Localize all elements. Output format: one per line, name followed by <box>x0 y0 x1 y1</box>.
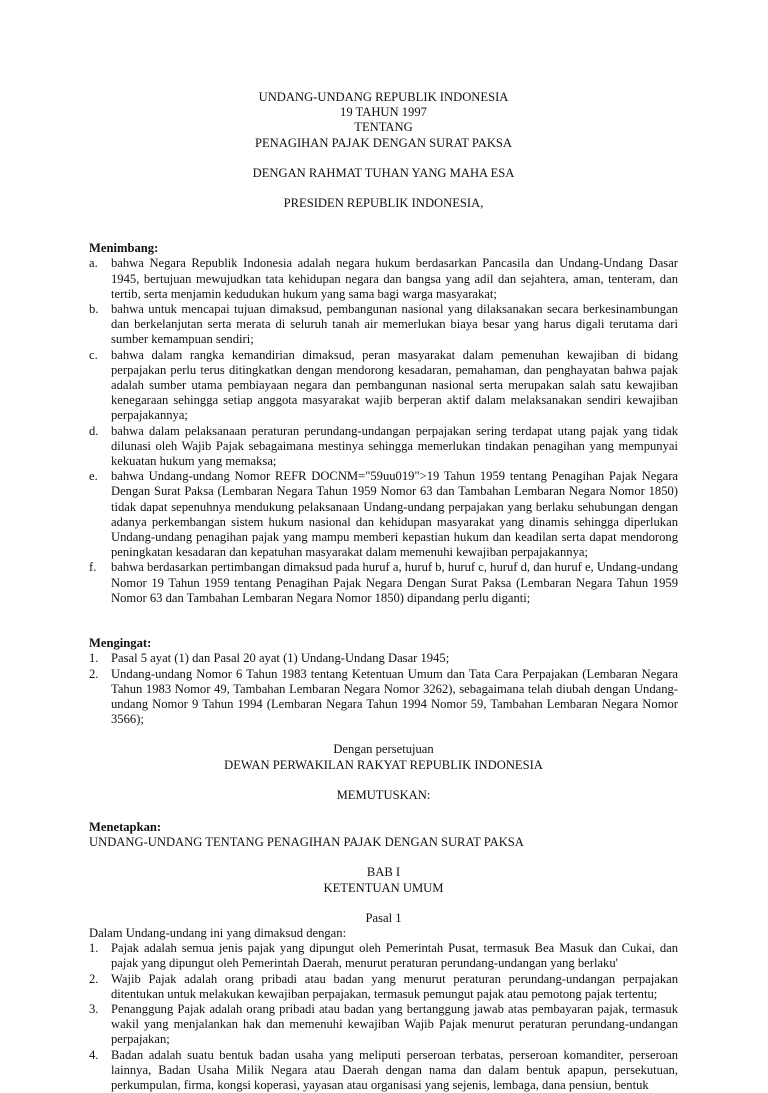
list-text: Penanggung Pajak adalah orang pribadi atau badan yang bertanggung jawab atas pembayaran pajak, termasuk wakil yang menjalankan hak dan memenuhi kewajiban Wajib Pajak menurut peraturan perundang-undangan perpajakan; <box>111 1001 678 1047</box>
list-text: Wajib Pajak adalah orang pribadi atau badan yang menurut peraturan perundang-undangan perpajakan ditentukan untuk melakukan kewajiban perpajakan, termasuk pemungut pajak atau pemotong pajak tertentu; <box>111 971 678 1001</box>
law-subject-line: PENAGIHAN PAJAK DENGAN SURAT PAKSA <box>254 135 513 150</box>
bab-heading <box>89 865 678 895</box>
pasal-intro: Dalam Undang-undang ini yang dimaksud dengan: <box>89 925 347 940</box>
bab-number: BAB I <box>366 865 401 880</box>
list-item <box>89 941 678 971</box>
list-marker: c. <box>89 347 98 362</box>
list-item <box>89 1048 678 1093</box>
list-item <box>89 302 678 348</box>
list-marker: d. <box>89 423 99 438</box>
pasal-title: Pasal 1 <box>365 910 402 925</box>
law-title-line: UNDANG-UNDANG REPUBLIK INDONESIA <box>258 90 509 104</box>
list-item <box>89 469 678 560</box>
list-marker: 2. <box>89 971 99 986</box>
list-marker: a. <box>89 256 98 271</box>
menimbang-list <box>89 256 678 606</box>
mengingat-list <box>89 651 678 727</box>
memutuskan-line: MEMUTUSKAN: <box>336 787 431 802</box>
list-marker: e. <box>89 469 98 484</box>
list-item <box>89 972 678 1002</box>
list-marker: b. <box>89 302 99 317</box>
list-item <box>89 1002 678 1048</box>
list-item <box>89 256 678 302</box>
list-marker: 4. <box>89 1047 99 1062</box>
mengingat-section <box>89 636 678 727</box>
dpr-line: DEWAN PERWAKILAN RAKYAT REPUBLIK INDONESIA <box>224 757 543 772</box>
list-item <box>89 667 678 728</box>
list-text: bahwa Negara Republik Indonesia adalah negara hukum berdasarkan Pancasila dan Undang-Undang Dasar 1945, bertujuan mewujudkan tata kehidupan negara dan bangsa yang adil dan sejahtera, aman, tenteram, dan tertib, serta menjamin kedudukan hukum yang sama bagi warga masyarakat; <box>111 256 678 301</box>
pasal-1-section <box>89 911 678 1093</box>
list-text: Undang-undang Nomor 6 Tahun 1983 tentang Ketentuan Umum dan Tata Cara Perpajakan (Lembaran Negara Tahun 1983 Nomor 49, Tambahan Lembaran Negara Nomor 3262), sebagaimana telah diubah dengan Undang-undang Nomor 9 Tahun 1994 (Lembaran Negara Tahun 1994 Nomor 59, Tambahan Lembaran Negara Nomor 3566); <box>111 666 678 727</box>
document-body <box>89 90 678 1093</box>
menetapkan-section <box>89 820 678 850</box>
list-marker: 3. <box>89 1001 99 1016</box>
list-marker: f. <box>89 560 97 575</box>
menimbang-title: Menimbang: <box>89 241 159 256</box>
menimbang-section <box>89 241 678 606</box>
list-marker: 1. <box>89 651 99 666</box>
blessing-line: DENGAN RAHMAT TUHAN YANG MAHA ESA <box>252 165 515 180</box>
list-text: Badan adalah suatu bentuk badan usaha yang meliputi perseroan terbatas, perseroan komanditer, perseroan lainnya, Badan Usaha Milik Negara atau Daerah dengan nama dan dalam bentuk apapun, persekutuan, perkumpulan, firma, kongsi koperasi, yayasan atau organisasi yang sejenis, lembaga, dana pensiun, bentuk <box>111 1047 678 1092</box>
law-tentang-line: TENTANG <box>354 120 413 135</box>
list-text: bahwa berdasarkan pertimbangan dimaksud pada huruf a, huruf b, huruf c, huruf d, dan huruf e, Undang-undang Nomor 19 Tahun 1959 tentang Penagihan Pajak Negara Dengan Surat Paksa (Lembaran Negara Tahun 1959 Nomor 63 dan Tambahan Lembaran Negara Nomor 1850) dipandang perlu diganti; <box>111 560 678 605</box>
list-text: Pajak adalah semua jenis pajak yang dipungut oleh Pemerintah Pusat, termasuk Bea Masuk dan Cukai, dan pajak yang dipungut oleh Pemerintah Daerah, menurut peraturan perundang-undangan yang berlaku' <box>111 941 678 971</box>
persetujuan-line: Dengan persetujuan <box>333 742 434 757</box>
list-text: bahwa dalam pelaksanaan peraturan perundang-undangan perpajakan sering terdapat utang pajak yang tidak dilunasi oleh Wajib Pajak sebagaimana mestinya sehingga memerlukan tindakan penagihan yang mempunyai kekuatan hukum yang memaksa; <box>111 423 678 469</box>
mengingat-title: Mengingat: <box>89 636 152 651</box>
persetujuan-block <box>89 742 678 803</box>
list-text: bahwa dalam rangka kemandirian dimaksud, peran masyarakat dalam pemenuhan kewajiban di bidang perpajakan perlu terus ditingkatkan dengan mendorong kesadaran, pemahaman, dan penghayatan bahwa pajak adalah sumber utama pembiayaan negara dan pembangunan nasional serta merupakan salah satu kewajiban kenegaraan sehingga setiap anggota masyarakat wajib berperan aktif dalam melaksanakan sendiri kewajiban perpajakannya; <box>111 347 678 423</box>
list-item <box>89 560 678 606</box>
list-text: bahwa untuk mencapai tujuan dimaksud, pembangunan nasional yang dilaksanakan secara berkesinambungan dan berkelanjutan serta merata di seluruh tanah air memerlukan biaya besar yang harus digali terutama dari sumber kemampuan sendiri; <box>111 302 678 347</box>
list-item <box>89 424 678 470</box>
list-marker: 1. <box>89 941 99 956</box>
law-number-line: 19 TAHUN 1997 <box>340 105 427 120</box>
menetapkan-title: Menetapkan: <box>89 819 162 834</box>
list-text: bahwa Undang-undang Nomor REFR DOCNM="59uu019">19 Tahun 1959 tentang Penagihan Pajak Negara Dengan Surat Paksa (Lembaran Negara Tahun 1959 Nomor 63 dan Tambahan Lembaran Negara Nomor 1850) tidak dapat sepenuhnya mendukung pelaksanaan Undang-undang perpajakan yang berlaku sehubungan dengan adanya perkembangan sistem hukum nasional dan kehidupan masyarakat yang dinamis sehingga diperlukan Undang-undang penagihan pajak yang mampu memberi kepastian hukum dan keadilan serta dapat mendorong peningkatan kesadaran dan kepatuhan masyarakat dalam memenuhi kewajiban perpajakannya; <box>111 469 678 560</box>
bab-title: KETENTUAN UMUM <box>323 880 444 895</box>
law-heading <box>89 90 678 211</box>
pasal-1-list <box>89 941 678 1093</box>
president-line: PRESIDEN REPUBLIK INDONESIA, <box>283 196 484 211</box>
list-text: Pasal 5 ayat (1) dan Pasal 20 ayat (1) Undang-Undang Dasar 1945; <box>111 651 450 666</box>
list-item <box>89 651 678 666</box>
list-item <box>89 348 678 424</box>
menetapkan-text: UNDANG-UNDANG TENTANG PENAGIHAN PAJAK DENGAN SURAT PAKSA <box>89 835 524 850</box>
list-marker: 2. <box>89 666 99 681</box>
